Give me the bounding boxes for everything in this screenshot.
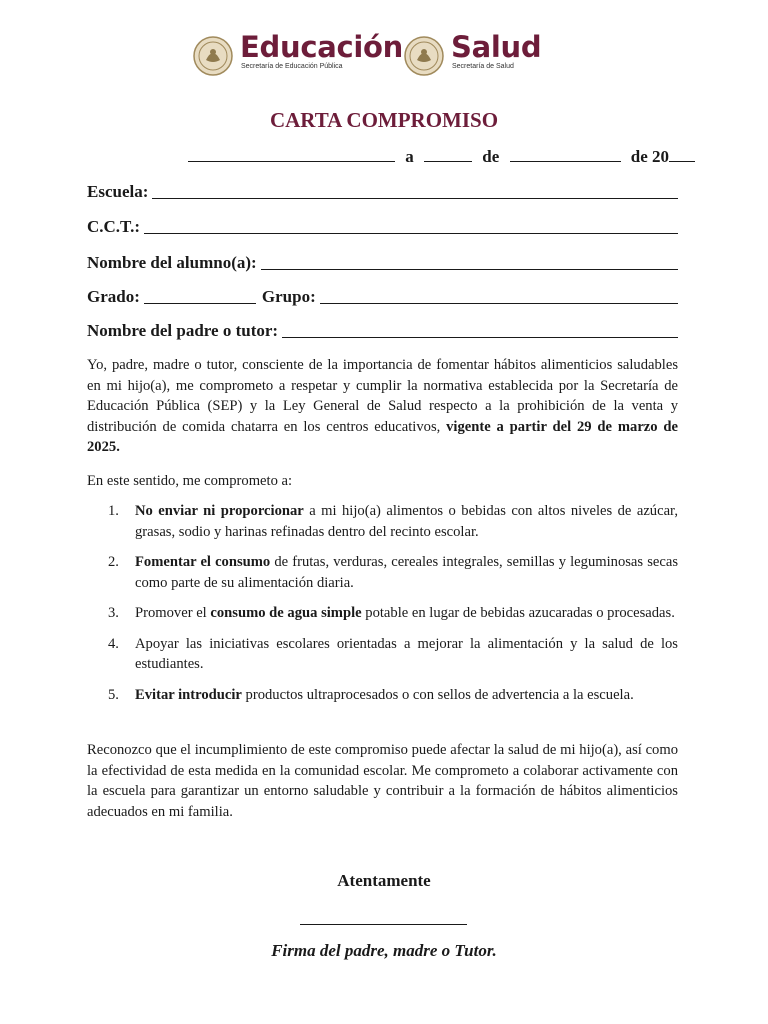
item-number: 4. xyxy=(108,635,119,652)
month-blank[interactable] xyxy=(510,146,621,162)
item-number: 5. xyxy=(108,686,119,703)
commitments-list xyxy=(108,501,678,705)
signature-line[interactable] xyxy=(300,924,467,925)
document-title: CARTA COMPROMISO xyxy=(269,108,499,132)
item-number: 2. xyxy=(108,554,119,570)
student-name-label: Nombre del alumno(a): xyxy=(87,253,257,272)
item-bold-text: Fomentar el consumo xyxy=(135,554,271,570)
health-logo-subtitle: Secretaría de Salud xyxy=(452,63,514,70)
group-blank[interactable] xyxy=(320,288,678,304)
grade-blank[interactable] xyxy=(144,288,256,304)
cct-blank[interactable] xyxy=(144,218,678,234)
item-text: potable en lugar de bebidas azucaradas o procesadas. xyxy=(361,605,675,621)
intro-paragraph xyxy=(87,355,678,458)
signature-label: Firma del padre, madre o Tutor. xyxy=(271,941,497,960)
student-name-field xyxy=(87,253,678,273)
date-de-label: de xyxy=(482,147,500,166)
intro-text: Yo, padre, madre o tutor, consciente de la importancia de fomentar hábitos alimenticios saludables en mi hijo(a), me comprometo a respetar y cumplir la normativa establecida por la Secretaría de Educación Pública (SEP) y la Ley General de Salud respecto a la prohibición de la venta y distribución de comida chatarra en los centros educativos, xyxy=(87,357,678,435)
list-item xyxy=(108,603,678,624)
education-logo-name: Educación xyxy=(240,30,403,64)
education-logo-subtitle: Secretaría de Educación Pública xyxy=(241,63,343,70)
health-logo xyxy=(404,30,542,80)
school-label: Escuela: xyxy=(87,182,149,201)
item-number: 1. xyxy=(108,503,119,519)
closing-salutation: Atentamente xyxy=(337,871,431,890)
mexico-seal-icon xyxy=(193,36,233,76)
guardian-name-blank[interactable] xyxy=(282,322,678,338)
item-number: 3. xyxy=(108,605,119,621)
guardian-name-field xyxy=(87,321,678,341)
item-text: productos ultraprocesados o con sellos de advertencia a la escuela. xyxy=(241,686,634,703)
date-line xyxy=(188,146,695,167)
group-label: Grupo: xyxy=(261,287,316,306)
item-bold-text: Evitar introducir xyxy=(135,686,242,703)
list-item xyxy=(108,552,678,593)
grade-group-field xyxy=(87,287,678,307)
guardian-name-label: Nombre del padre o tutor: xyxy=(87,321,279,340)
school-field xyxy=(87,182,678,202)
year-blank[interactable] xyxy=(669,146,695,162)
list-item xyxy=(108,501,678,542)
item-bold-text: No enviar ni proporcionar xyxy=(135,503,304,519)
list-item xyxy=(108,634,678,675)
closing-paragraph: Reconozco que el incumplimiento de este compromiso puede afectar la salud de mi hijo(a), así como la efectividad de esta medida en la comunidad escolar. Me comprometo a colaborar activamente con la escuela para garantizar un entorno saludable y contribuir a la formación de hábitos alimenticios adecuados en mi familia. xyxy=(87,742,678,820)
health-logo-name: Salud xyxy=(451,30,542,64)
school-blank[interactable] xyxy=(152,183,678,199)
student-name-blank[interactable] xyxy=(261,254,678,270)
item-bold-text: consumo de agua simple xyxy=(210,605,362,621)
grade-label: Grado: xyxy=(87,287,140,306)
cct-field xyxy=(87,217,678,237)
letterhead xyxy=(0,30,768,80)
item-text: de frutas, verduras, cereales integrales, semillas y leguminosas secas como parte de su alimentación diaria. xyxy=(135,554,678,591)
list-item xyxy=(108,685,678,706)
day-blank[interactable] xyxy=(424,146,472,162)
date-year-label: de 20 xyxy=(630,147,669,166)
lead-in-text: En este sentido, me comprometo a: xyxy=(87,473,293,489)
cct-label: C.C.T.: xyxy=(87,217,141,236)
item-text: a mi hijo(a) alimentos o bebidas con altos niveles de azúcar, grasas, sodio y harinas refinadas dentro del recinto escolar. xyxy=(135,503,678,540)
education-logo xyxy=(193,30,403,80)
item-prefix-text: Promover el xyxy=(135,605,211,621)
intro-bold-text: vigente a partir del 29 de marzo de 2025. xyxy=(87,418,678,455)
item-text: Apoyar las iniciativas escolares orientadas a mejorar la alimentación y la salud de los estudiantes. xyxy=(135,635,678,672)
date-a-label: a xyxy=(405,147,414,166)
place-blank[interactable] xyxy=(188,146,395,162)
mexico-seal-icon xyxy=(404,36,444,76)
